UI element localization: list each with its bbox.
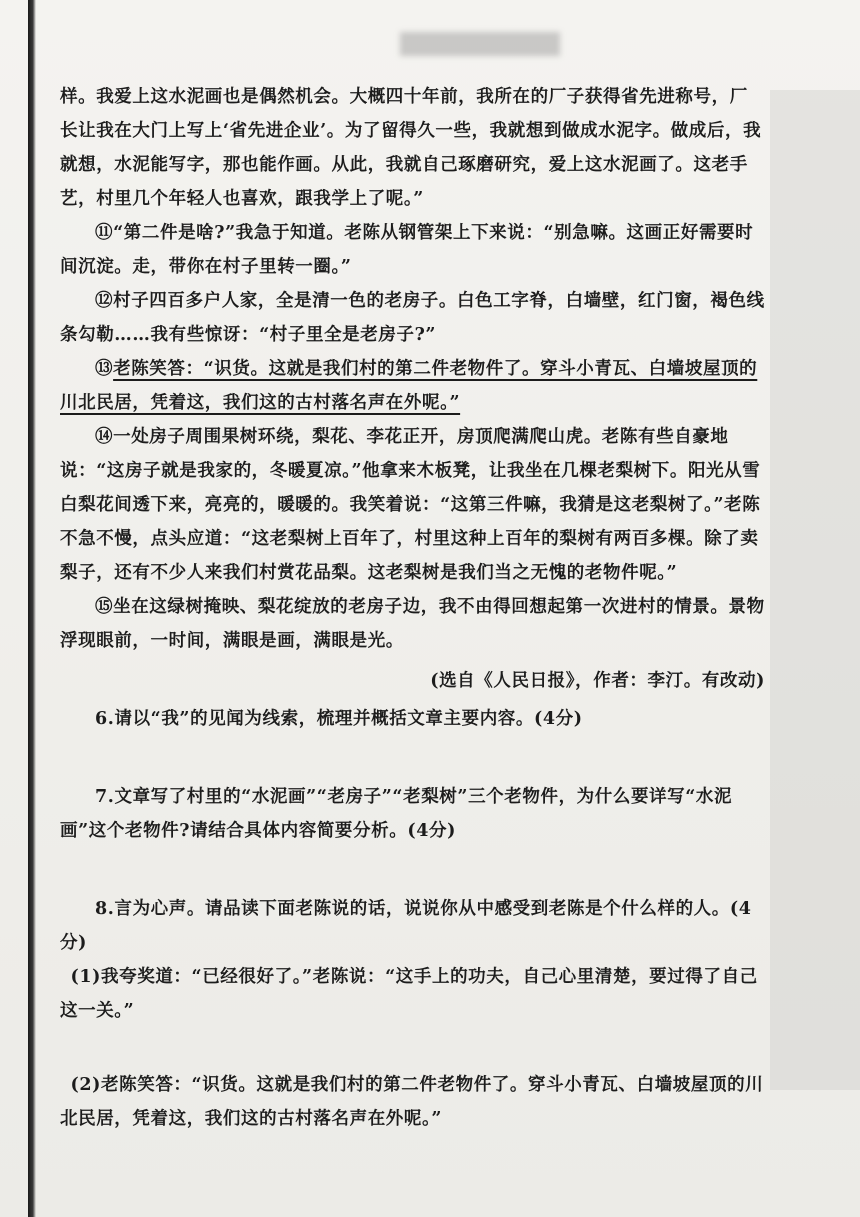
question-8-item-2: (2)老陈笑答：“识货。这就是我们村的第二件老物件了。穿斗小青瓦、白墙坡屋顶的川北民居，凭着这，我们这的古村落名声在外呢。” — [60, 1075, 764, 1129]
question-6: 6.请以“我”的见闻为线索，梳理并概括文章主要内容。(4分) — [95, 709, 583, 729]
question-8-item-1: (1)我夸奖道：“已经很好了。”老陈说：“这手上的功夫，自己心里清楚，要过得了自己这一关。” — [60, 967, 758, 1021]
question-7: 7.文章写了村里的“水泥画”“老房子”“老梨树”三个老物件，为什么要详写“水泥画”这个老物件?请结合具体内容简要分析。(4分) — [60, 787, 733, 841]
header-smudge — [400, 32, 560, 56]
bleed-through-band — [770, 90, 860, 1090]
document-body — [60, 80, 765, 1136]
answer-space-6 — [60, 736, 765, 776]
paragraph-13-underlined-text: 老陈笑答：“识货。这就是我们村的第二件老物件了。穿斗小青瓦、白墙坡屋顶的川北民居，凭着这，我们这的古村落名声在外呢。” — [60, 359, 758, 413]
binding-edge-shadow — [28, 0, 36, 1217]
paragraph-12: ⑫村子四百多户人家，全是清一色的老房子。白色工字脊，白墙壁，红门窗，褐色线条勾勒……我有些惊讶：“村子里全是老房子?” — [60, 291, 765, 345]
paragraph-14: ⑭一处房子周围果树环绕，梨花、李花正开，房顶爬满爬山虎。老陈有些自豪地说：“这房子就是我家的，冬暖夏凉。”他拿来木板凳，让我坐在几棵老梨树下。阳光从雪白梨花间透下来，亮亮的，暖暖的。我笑着说：“这第三件嘛，我猜是这老梨树了。”老陈不急不慢，点头应道：“这老梨树上百年了，村里这种上百年的梨树有两百多棵。除了卖梨子，还有不少人来我们村赏花品梨。这老梨树是我们当之无愧的老物件呢。” — [60, 427, 761, 583]
question-8: 8.言为心声。请品读下面老陈说的话，说说你从中感受到老陈是个什么样的人。(4分) — [60, 899, 752, 953]
paragraph-continued: 样。我爱上这水泥画也是偶然机会。大概四十年前，我所在的厂子获得省先进称号，厂长让我在大门上写上‘省先进企业’。为了留得久一些，我就想到做成水泥字。做成后，我就想，水泥能写字，那也能作画。从此，我就自己琢磨研究，爱上这水泥画了。这老手艺，村里几个年轻人也喜欢，跟我学上了呢。” — [60, 87, 762, 209]
paragraph-15: ⑮坐在这绿树掩映、梨花绽放的老房子边，我不由得回想起第一次进村的情景。景物浮现眼前，一时间，满眼是画，满眼是光。 — [60, 597, 765, 651]
paragraph-11: ⑪“第二件是啥?”我急于知道。老陈从钢管架上下来说：“别急嘛。这画正好需要时间沉淀。走，带你在村子里转一圈。” — [60, 223, 754, 277]
source-citation: (选自《人民日报》，作者：李汀。有改动) — [430, 671, 765, 691]
paragraph-13-number: ⑬ — [95, 359, 114, 379]
answer-space-8-1 — [60, 1028, 765, 1068]
answer-space-7 — [60, 848, 765, 888]
paragraph-13 — [60, 352, 765, 420]
